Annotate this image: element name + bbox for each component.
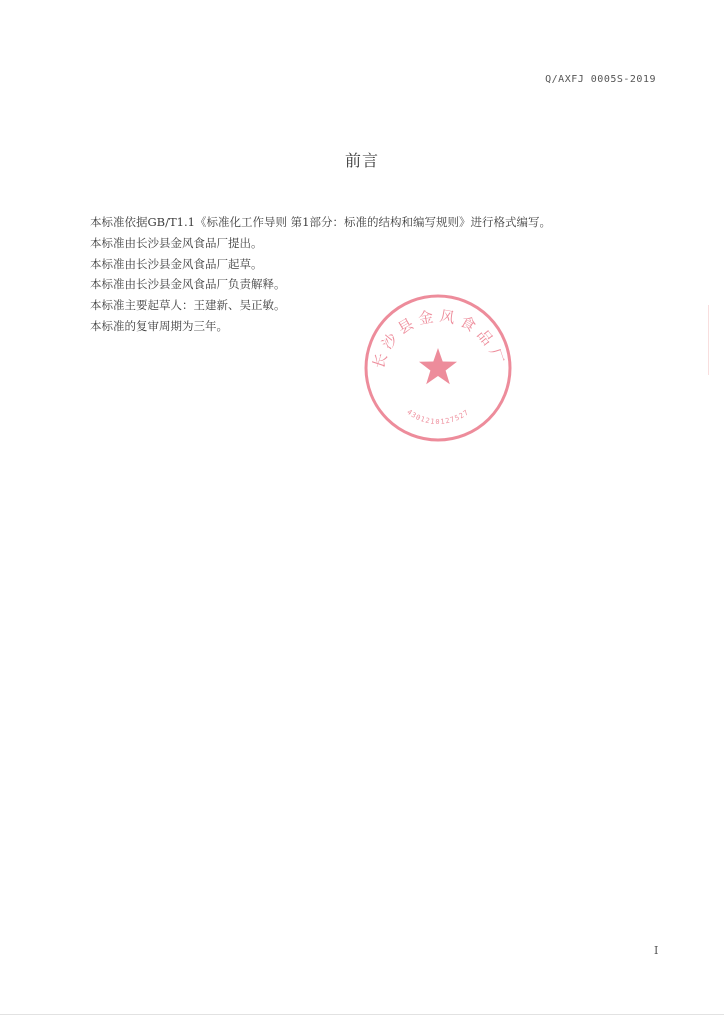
- document-code: Q/AXFJ 0005S-2019: [545, 74, 656, 85]
- page-number: I: [654, 944, 659, 957]
- body-line: 本标准依据GB/T1.1《标准化工作导则 第1部分：标准的结构和编写规则》进行格式编写。: [90, 215, 551, 229]
- seal-org-name: 长沙县金风食品厂: [369, 306, 509, 371]
- seal-star-icon: [419, 348, 457, 384]
- body-line: 本标准由长沙县金风食品厂负责解释。: [90, 277, 286, 292]
- body-line: 本标准由长沙县金风食品厂起草。: [90, 256, 263, 271]
- bottom-rule: [0, 1014, 724, 1015]
- body-line: 本标准主要起草人：王建新、吴正敏。: [90, 298, 286, 313]
- body-line: 本标准由长沙县金风食品厂提出。: [90, 235, 263, 250]
- company-seal-stamp: [362, 292, 514, 444]
- seal-reg-number: 4301210127527: [405, 408, 471, 426]
- body-line: 本标准的复审周期为三年。: [90, 318, 228, 333]
- page-title: 前言: [344, 151, 379, 170]
- edge-mark: [708, 305, 723, 375]
